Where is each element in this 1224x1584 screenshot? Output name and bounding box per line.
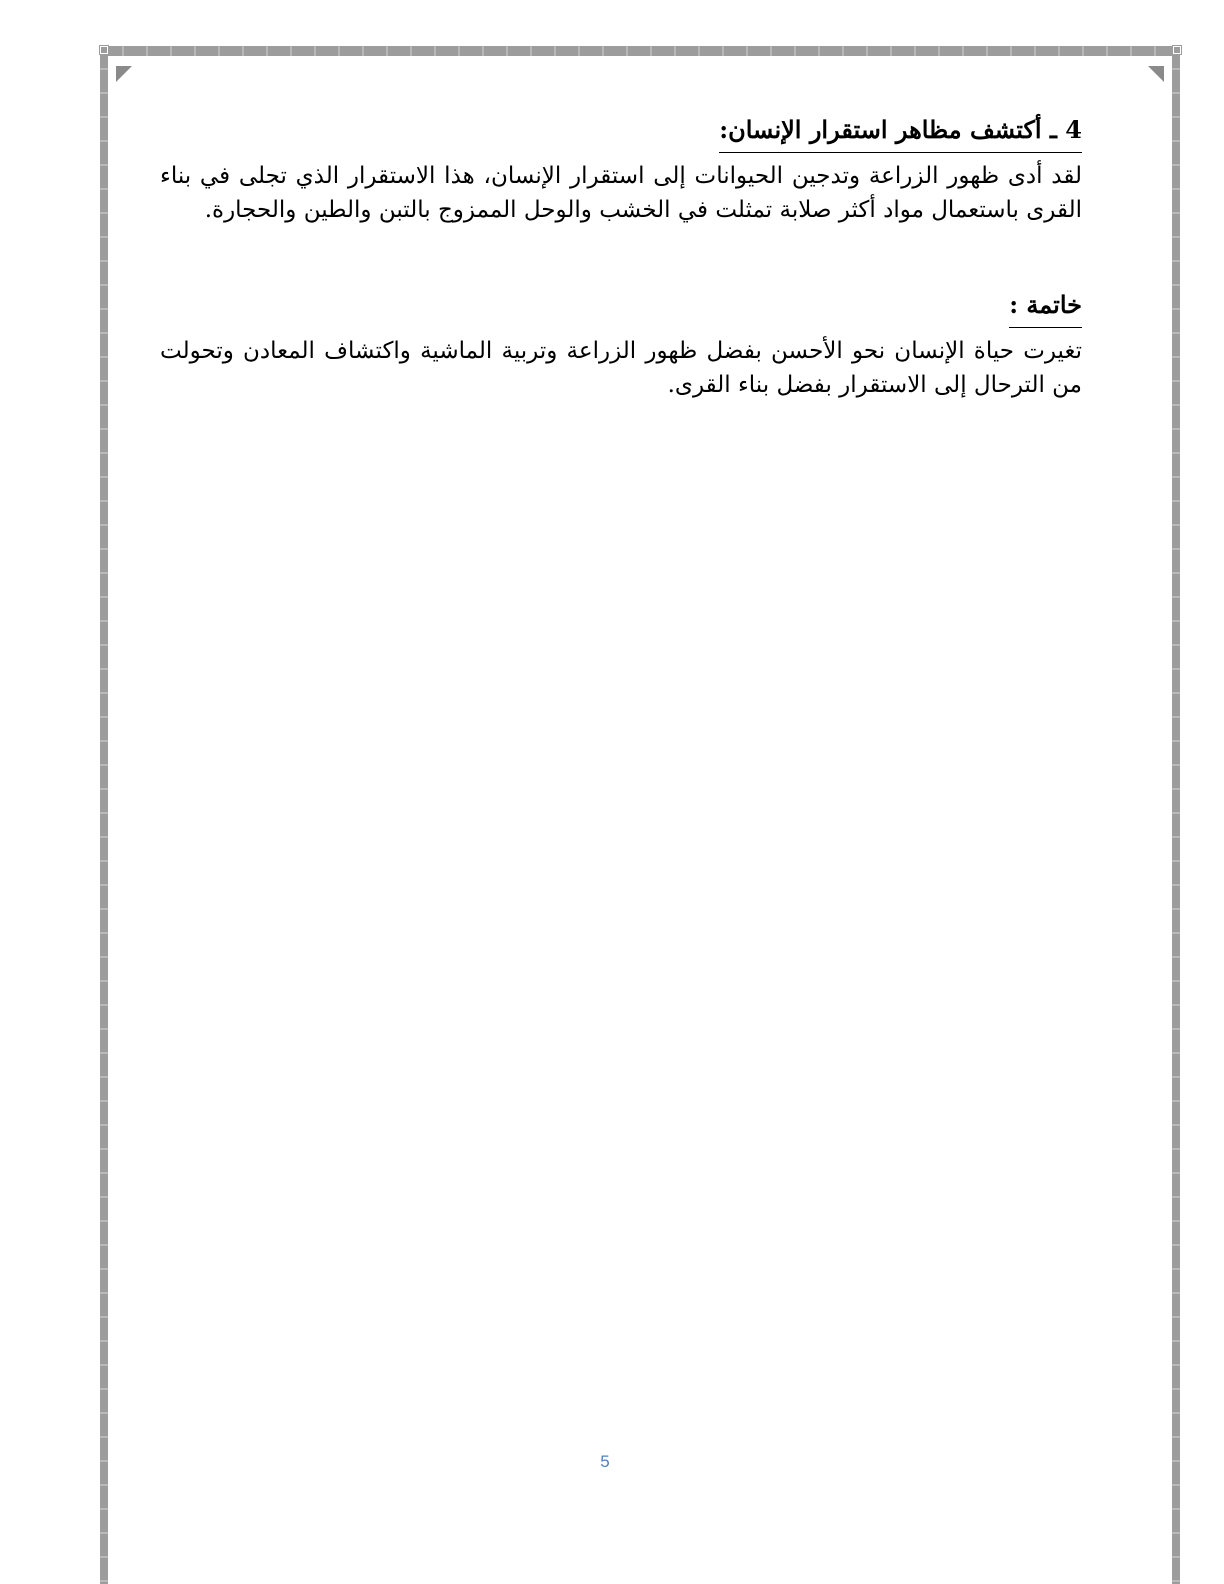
page-number: 5 [600,1452,610,1471]
conclusion-heading: خاتمة : [1009,283,1082,328]
conclusion-paragraph: تغيرت حياة الإنسان نحو الأحسن بفضل ظهور الزراعة وتربية الماشية واكتشاف المعادن وتحولت من الترحال إلى الاستقرار بفضل بناء القرى. [160,338,1082,398]
border-corner-square-right [1174,47,1180,53]
corner-triangle-right-icon [1148,66,1164,82]
section-conclusion [160,283,1082,402]
page-border-left [100,46,108,1584]
document-body [160,108,1082,402]
border-corner-square-left [101,47,107,53]
section-settlement [160,108,1082,227]
page-border-top [100,46,1180,56]
section-paragraph: لقد أدى ظهور الزراعة وتدجين الحيوانات إلى استقرار الإنسان، هذا الاستقرار الذي تجلى في بناء القرى باستعمال مواد أكثر صلابة تمثلت في الخشب والوحل الممزوج بالتبن والطين والحجارة. [160,163,1082,223]
section-heading: 4 ـ أكتشف مظاهر استقرار الإنسان: [719,108,1082,153]
corner-triangle-left-icon [116,66,132,82]
page-border-right [1172,46,1180,1584]
